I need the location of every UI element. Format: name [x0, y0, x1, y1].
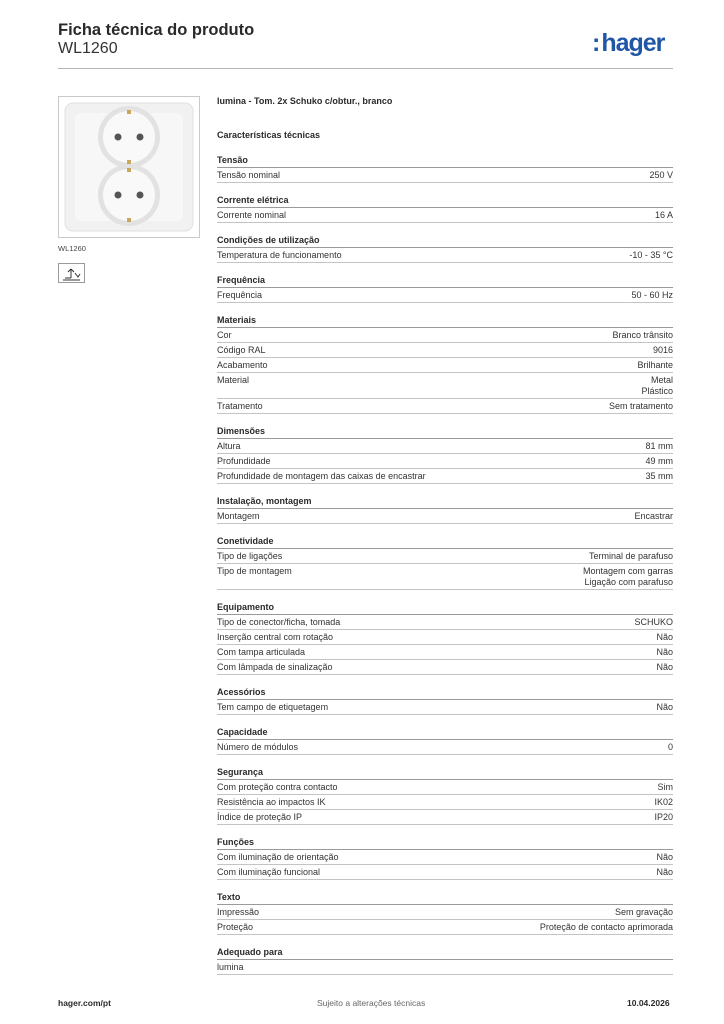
spec-value [653, 345, 673, 356]
spec-value [658, 782, 674, 793]
spec-row [217, 208, 673, 223]
spec-label: Acabamento [217, 360, 268, 370]
spec-section [217, 686, 673, 715]
spec-row [217, 399, 673, 414]
spec-label: Com proteção contra contacto [217, 782, 338, 792]
footer-date: 10.04.2026 [627, 998, 670, 1008]
product-code: WL1260 [58, 40, 118, 57]
spec-value [655, 210, 673, 221]
spec-value-line: 16 A [654, 210, 673, 220]
spec-row [217, 373, 673, 399]
spec-value-line: Não [656, 632, 673, 642]
spec-value-line: Não [656, 852, 673, 862]
spec-value [654, 797, 673, 808]
flush-mounting-symbol-icon [58, 263, 85, 283]
section-title: Instalação, montagem [217, 495, 673, 509]
spec-value [645, 471, 673, 482]
spec-value-line: 35 mm [645, 471, 673, 481]
spec-label: lumina [217, 962, 244, 972]
spec-row [217, 960, 673, 975]
spec-row [217, 810, 673, 825]
spec-label: Código RAL [217, 345, 266, 355]
spec-value-line: Montagem com garras [582, 566, 673, 576]
spec-label: Impressão [217, 907, 260, 917]
spec-row [217, 740, 673, 755]
spec-section [217, 234, 673, 263]
page-title: Ficha técnica do produto [58, 21, 255, 39]
spec-row [217, 700, 673, 715]
spec-row [217, 564, 673, 590]
spec-value-line: -10 - 35 °C [629, 250, 673, 260]
spec-label: Profundidade [217, 456, 271, 466]
spec-row [217, 509, 673, 524]
spec-row [217, 439, 673, 454]
spec-section [217, 425, 673, 484]
spec-label: Frequência [217, 290, 263, 300]
spec-value [645, 441, 673, 452]
spec-section [217, 836, 673, 880]
spec-row [217, 920, 673, 935]
spec-row [217, 328, 673, 343]
spec-value [649, 170, 673, 181]
spec-section [217, 726, 673, 755]
logo-text: hager [601, 29, 665, 57]
spec-value [634, 511, 673, 522]
spec-section [217, 274, 673, 303]
spec-value-line: Sem tratamento [608, 401, 673, 411]
spec-value-line: Terminal de parafuso [588, 551, 673, 561]
spec-section [217, 891, 673, 935]
spec-row [217, 660, 673, 675]
spec-value [612, 330, 673, 341]
section-title: Condições de utilização [217, 234, 673, 248]
spec-row [217, 454, 673, 469]
spec-label: Profundidade de montagem das caixas de encastrar [217, 471, 426, 481]
spec-label: Índice de proteção IP [217, 812, 303, 822]
spec-value-line: Proteção de contacto aprimorada [539, 922, 673, 932]
spec-value-line: Não [656, 867, 673, 877]
spec-label: Cor [217, 330, 232, 340]
spec-row [217, 795, 673, 810]
section-title: Texto [217, 891, 673, 905]
spec-value-line: 50 - 60 Hz [631, 290, 673, 300]
section-title: Frequência [217, 274, 673, 288]
spec-value [634, 617, 673, 628]
section-title: Equipamento [217, 601, 673, 615]
spec-value-line: 9016 [652, 345, 673, 355]
spec-label: Com lâmpada de sinalização [217, 662, 333, 672]
spec-value-line: Metal [650, 375, 673, 385]
spec-row [217, 780, 673, 795]
spec-value [656, 867, 673, 878]
spec-label: Material [217, 375, 250, 385]
section-title: Segurança [217, 766, 673, 780]
image-caption: WL1260 [58, 244, 86, 253]
product-name: lumina - Tom. 2x Schuko c/obtur., branco [217, 96, 393, 106]
section-title: Funções [217, 836, 673, 850]
spec-value [656, 852, 673, 863]
spec-value [540, 922, 673, 933]
spec-label: Inserção central com rotação [217, 632, 334, 642]
spec-row [217, 358, 673, 373]
spec-value [631, 290, 673, 301]
spec-value [668, 742, 673, 753]
spec-label: Tem campo de etiquetagem [217, 702, 329, 712]
spec-label: Com tampa articulada [217, 647, 306, 657]
spec-label: Temperatura de funcionamento [217, 250, 342, 260]
spec-value-line: Plástico [641, 386, 673, 396]
spec-label: Tipo de ligações [217, 551, 283, 561]
spec-label: Altura [217, 441, 241, 451]
spec-value [609, 401, 673, 412]
spec-row [217, 865, 673, 880]
spec-value [645, 456, 673, 467]
spec-label: Proteção [217, 922, 254, 932]
spec-value-line: SCHUKO [634, 617, 673, 627]
spec-value-line: Não [656, 647, 673, 657]
spec-section [217, 946, 673, 975]
spec-sections [217, 154, 673, 986]
section-title: Materiais [217, 314, 673, 328]
spec-label: Tipo de conector/ficha, tomada [217, 617, 341, 627]
spec-label: Com iluminação funcional [217, 867, 321, 877]
spec-section [217, 535, 673, 590]
spec-value [629, 250, 673, 261]
spec-value [641, 375, 673, 397]
spec-value [656, 632, 673, 643]
spec-value [656, 662, 673, 673]
spec-value [589, 551, 673, 562]
spec-label: Tratamento [217, 401, 263, 411]
spec-row [217, 549, 673, 564]
spec-value [583, 566, 673, 588]
spec-row [217, 288, 673, 303]
spec-section [217, 154, 673, 183]
spec-value-line: 0 [667, 742, 673, 752]
header-divider [58, 68, 673, 69]
spec-value-line: Ligação com parafuso [584, 577, 673, 587]
section-title: Dimensões [217, 425, 673, 439]
spec-section [217, 495, 673, 524]
spec-label: Número de módulos [217, 742, 299, 752]
spec-value-line: 250 V [649, 170, 673, 180]
spec-value-line: 81 mm [645, 441, 673, 451]
spec-value-line: Brilhante [637, 360, 673, 370]
spec-row [217, 343, 673, 358]
spec-value-line: 49 mm [645, 456, 673, 466]
section-title: Corrente elétrica [217, 194, 673, 208]
spec-value [615, 907, 673, 918]
double-socket-icon [59, 97, 199, 237]
spec-label: Montagem [217, 511, 260, 521]
spec-value-line: IP20 [654, 812, 673, 822]
spec-label: Com iluminação de orientação [217, 852, 339, 862]
spec-value-line: Não [656, 702, 673, 712]
spec-value [654, 812, 673, 823]
spec-value-line: Não [656, 662, 673, 672]
spec-value-line: Encastrar [634, 511, 673, 521]
footer-website[interactable]: hager.com/pt [58, 998, 111, 1008]
spec-row [217, 248, 673, 263]
spec-row [217, 630, 673, 645]
spec-value-line: Sem gravação [614, 907, 673, 917]
hager-logo [592, 29, 664, 58]
section-title: Tensão [217, 154, 673, 168]
spec-value-line: Branco trânsito [612, 330, 673, 340]
spec-row [217, 615, 673, 630]
spec-value-line: IK02 [654, 797, 673, 807]
product-image [58, 96, 200, 238]
spec-value [656, 647, 673, 658]
spec-label: Tipo de montagem [217, 566, 292, 576]
spec-label: Resistência ao impactos IK [217, 797, 326, 807]
spec-row [217, 469, 673, 484]
spec-value [637, 360, 673, 371]
spec-label: Tensão nominal [217, 170, 281, 180]
spec-section [217, 314, 673, 414]
section-title: Acessórios [217, 686, 673, 700]
spec-label: Corrente nominal [217, 210, 287, 220]
footer-notice: Sujeito a alterações técnicas [317, 998, 426, 1008]
spec-value [656, 702, 673, 713]
logo-mark-icon: : [592, 29, 601, 57]
section-title: Capacidade [217, 726, 673, 740]
section-title: Conetividade [217, 535, 673, 549]
tech-characteristics-title: Características técnicas [217, 130, 321, 140]
spec-row [217, 645, 673, 660]
spec-section [217, 766, 673, 825]
spec-row [217, 850, 673, 865]
spec-row [217, 168, 673, 183]
spec-section [217, 601, 673, 675]
section-title: Adequado para [217, 946, 673, 960]
spec-value-line: Sim [657, 782, 673, 792]
spec-section [217, 194, 673, 223]
spec-row [217, 905, 673, 920]
